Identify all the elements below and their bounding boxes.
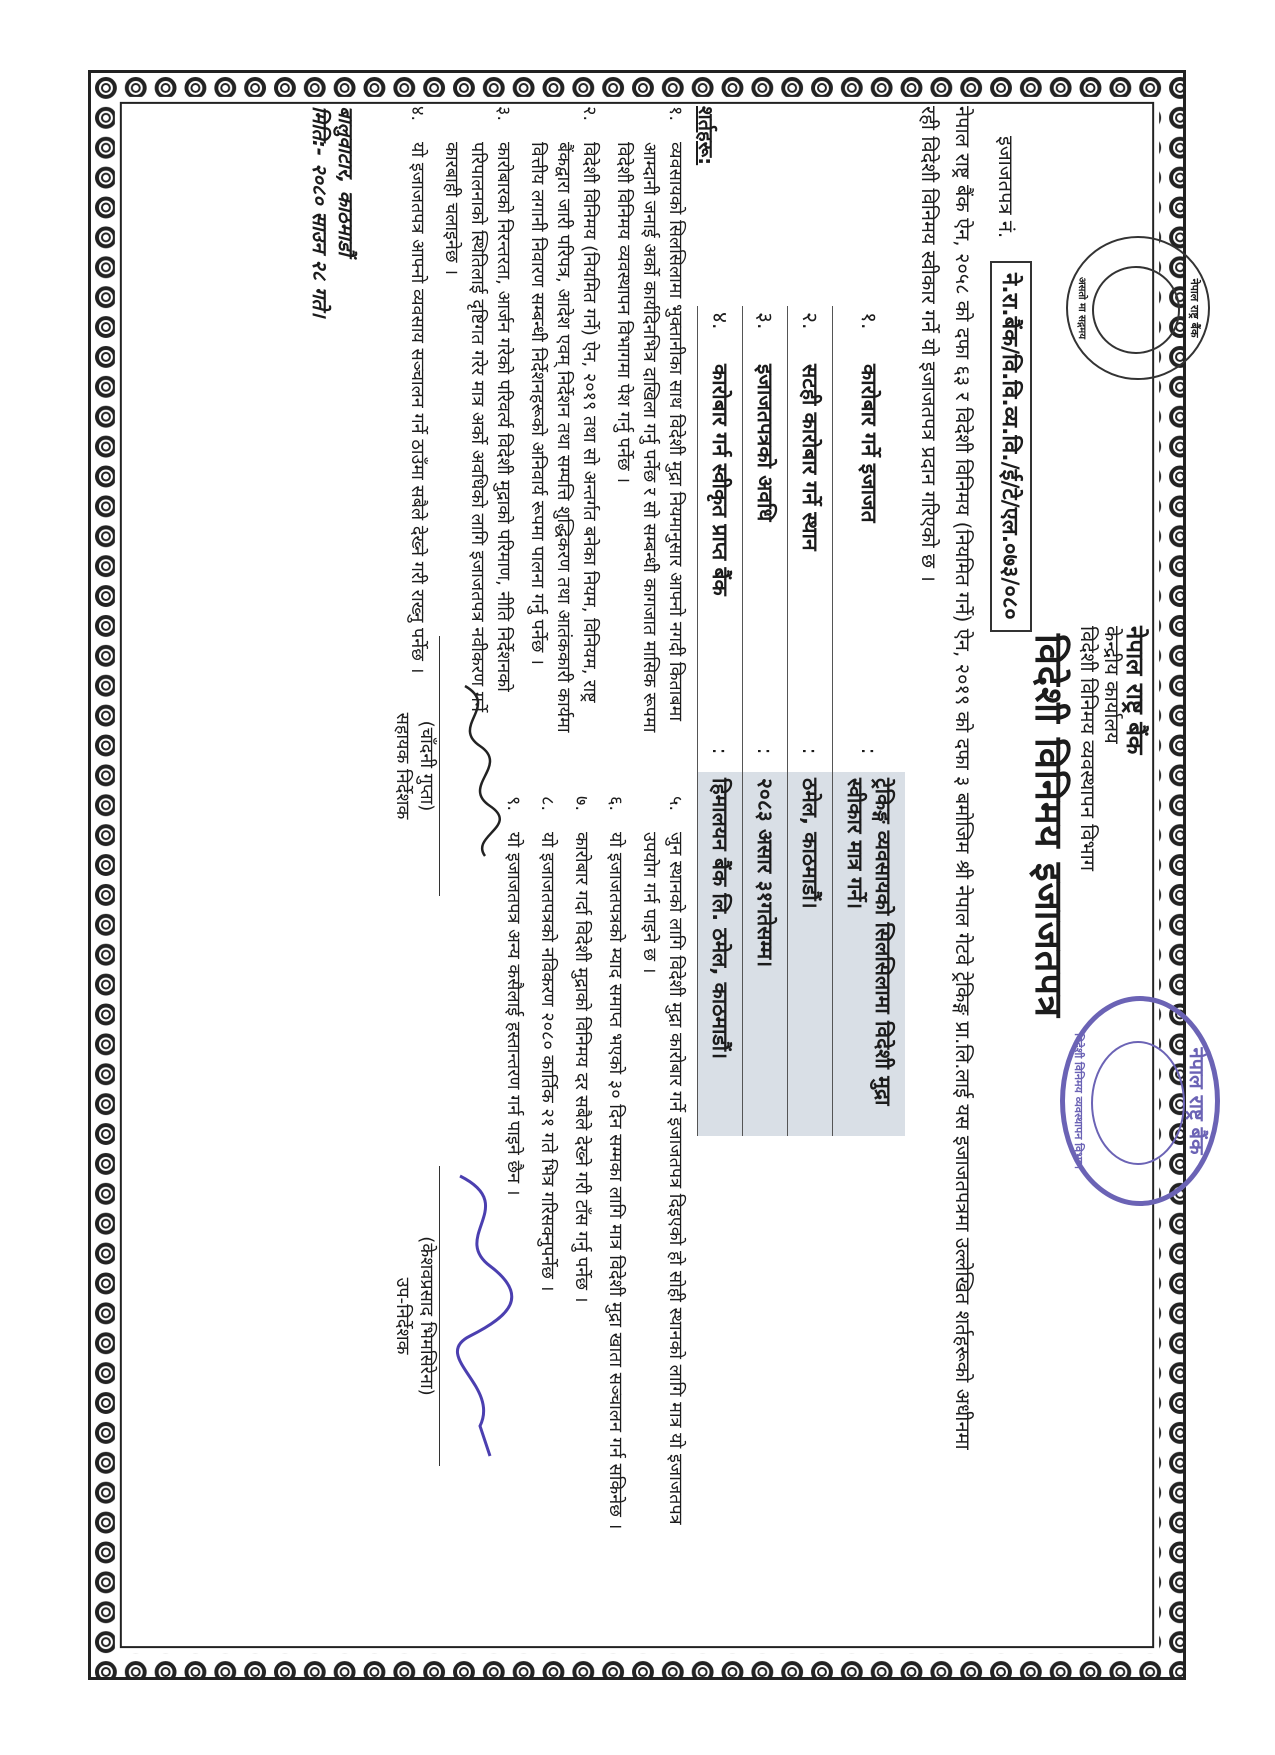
organization-name: नेपाल राष्ट्र बैंक xyxy=(1121,626,1149,755)
stamp-subtext: विदेशी विनिमय व्यवस्थापन विभाग xyxy=(1072,1033,1085,1169)
condition-number: ७. xyxy=(571,796,592,812)
details-num: ४. xyxy=(698,306,743,358)
handwritten-signature-icon xyxy=(440,1166,520,1466)
condition-text: यो इजाजतपत्रको म्याद समाप्त भएको ३० दिन सम्मका लागि मात्र विदेशी मुद्रा खाता सञ्चालन गर्न सकिनेछ । xyxy=(605,832,626,1530)
signature-block-deputy-director xyxy=(391,1166,500,1466)
permit-number: ने.रा.बैंक/वि.वि.व्य.वि./ई/टे/एल.०७३/०८० xyxy=(990,261,1032,632)
details-colon: : xyxy=(698,730,743,772)
details-row xyxy=(698,306,743,1136)
details-colon: : xyxy=(788,730,833,772)
details-value: हिमालयन बैंक लि. ठमेल, काठमाडौं। xyxy=(698,772,743,1136)
stamp-text: नेपाल राष्ट्र बैंक xyxy=(1185,1047,1209,1155)
details-label: कारोबार गर्न स्वीकृत प्राप्त बैंक xyxy=(698,358,743,730)
details-colon: : xyxy=(833,730,906,772)
department-stamp xyxy=(1060,996,1220,1206)
signatory-title: उप-निर्देशक xyxy=(392,1277,413,1355)
details-value: २०८३ असार ३१गतेसम्म। xyxy=(743,772,788,1136)
handwritten-signature-icon xyxy=(440,666,510,866)
seal-text: नेपाल राष्ट्र बैंक xyxy=(1188,278,1201,338)
condition-text: यो इजाजतपत्र आफ्नो व्यवसाय सञ्चालन गर्ने ठाउँमा सबैले देख्ने गरी राख्नु पर्नेछ । xyxy=(407,142,428,674)
condition-number: ३. xyxy=(493,106,514,122)
condition-number: २. xyxy=(579,106,600,122)
condition-number: १. xyxy=(665,106,686,122)
signatory-title: सहायक निर्देशक xyxy=(392,712,413,820)
condition-text: कारोबारको निरन्तरता, आर्जन गरेको परिवर्त्य विदेशी मुद्राको परिमाण, नीति निर्देशनको परिपालनाको स्थितिलाई दृष्टिगत गरेर मात्र अर्को अवधिको लागि इजाजतपत्र नवीकरण गर्ने कारबाही चलाइनेछ । xyxy=(441,142,514,712)
condition-item xyxy=(610,106,688,756)
details-label: कारोबार गर्ने इजाजत xyxy=(833,358,906,730)
condition-number: ६. xyxy=(605,796,626,812)
details-value: ठमेल, काठमाडौं। xyxy=(788,772,833,1136)
details-row xyxy=(788,306,833,1136)
condition-number: ९. xyxy=(503,796,524,812)
condition-item xyxy=(568,796,594,1556)
permit-details-table xyxy=(697,306,905,1136)
issue-place: बालुवाटार, काठमाडौं xyxy=(334,106,358,256)
permit-number-label: इजाजतपत्र नं. xyxy=(994,136,1018,239)
details-colon: : xyxy=(743,730,788,772)
signatory-name: (चाँदनी गुप्ता) xyxy=(416,720,437,812)
conditions-heading: शर्तहरू: xyxy=(694,106,718,166)
seal-emblem-icon xyxy=(1092,266,1180,354)
seal-motto: असतो मा सद्गमय xyxy=(1076,276,1087,340)
certificate-content xyxy=(134,106,1209,1638)
condition-item xyxy=(602,796,628,1556)
department-name: विदेशी विनिमय व्यवस्थापन विभाग xyxy=(1076,626,1100,872)
condition-text: विदेशी विनिमय (नियमित गर्ने) ऐन, २०१९ तथा सो अन्तर्गत बनेका नियम, विनियम, राष्ट्र बैंकद्वारा जारी परिपत्र, आदेश एवम् निर्देशन तथा सम्पत्ति शुद्धिकरण तथा आतंककारी कार्यमा वित्तीय लगानी निवारण सम्बन्धी निर्देशनहरूको अनिवार्य रूपमा पालना गर्नु पर्नेछ । xyxy=(527,142,600,733)
condition-text: कारोबार गर्दा विदेशी मुद्राको विनिमय दर सबैले देख्ने गरी टाँस गर्नु पर्नेछ । xyxy=(571,832,592,1303)
condition-text: जुन स्थानको लागि विदेशी मुद्रा कारोबार गर्ने इजाजतपत्र दिइएको हो सोही स्थानको लागि मात्र यो इजाजतपत्र उपयोग गर्न पाइने छ । xyxy=(639,832,686,1525)
document-title: विदेशी विनिमय इजाजतपत्र xyxy=(1027,633,1071,1019)
details-row xyxy=(833,306,906,1136)
condition-item xyxy=(534,796,560,1556)
signatory-name: (केशवप्रसाद भिमसिरेना) xyxy=(416,1236,437,1396)
details-num: २. xyxy=(788,306,833,358)
condition-text: यो इजाजतपत्रको नविकरण २०८० कार्तिक २१ गते भित्र गरिसक्नुपर्नेछ । xyxy=(537,832,558,1292)
condition-number: ५. xyxy=(665,796,686,812)
details-row xyxy=(743,306,788,1136)
details-num: १. xyxy=(833,306,906,358)
details-num: ३. xyxy=(743,306,788,358)
condition-item xyxy=(524,106,602,756)
issue-date: मिति:- २०८० साउन २८ गते। xyxy=(308,106,332,318)
intro-paragraph: नेपाल राष्ट्र बैंक ऐन, २०५८ को दफा ६३ र विदेशी विनिमय (नियमित गर्ने) ऐन, २०१९ को दफा ३ बमोजिम श्री नेपाल गेटवे ट्रेकिङ्ग प्रा.लि.लाई यस इजाजतपत्रमा उल्लेखित शर्तहरूको अधीनमा रही विदेशी विनिमय स्वीकार गर्ने यो इजाजतपत्र प्रदान गरिएको छ । xyxy=(917,106,975,1450)
condition-text: व्यवसायको सिलसिलामा भुक्तानीका साथ विदेशी मुद्रा नियमानुसार आफ्नो नगदी किताबमा आम्दानी जनाई अर्को कार्यदिनभित्र दाखिला गर्नु पर्नेछ र सो सम्बन्धी कागजात मासिक रूपमा विदेशी विनिमय व्यवस्थापन विभागमा पेश गर्नु पर्नेछ । xyxy=(613,142,686,733)
details-label: सटही कारोबार गर्ने स्थान xyxy=(788,358,833,730)
details-label: इजाजतपत्रको अवधि xyxy=(743,358,788,730)
office-name: केन्द्रीय कार्यालय xyxy=(1100,626,1124,744)
condition-text: यो इजाजतपत्र अन्य कसैलाई हस्तान्तरण गर्न पाइने छैन । xyxy=(503,832,524,1196)
condition-item xyxy=(636,796,688,1556)
details-value: ट्रेकिङ्ग व्यवसायको सिलसिलामा विदेशी मुद्रा स्वीकार मात्र गर्ने। xyxy=(833,772,906,1136)
central-bank-seal xyxy=(1066,236,1210,380)
condition-number: ४. xyxy=(407,106,428,122)
signature-block-assistant-director xyxy=(391,636,500,896)
condition-number: ८. xyxy=(537,796,558,812)
conditions-right-column xyxy=(492,796,688,1556)
stamp-emblem-icon xyxy=(1091,1041,1185,1165)
